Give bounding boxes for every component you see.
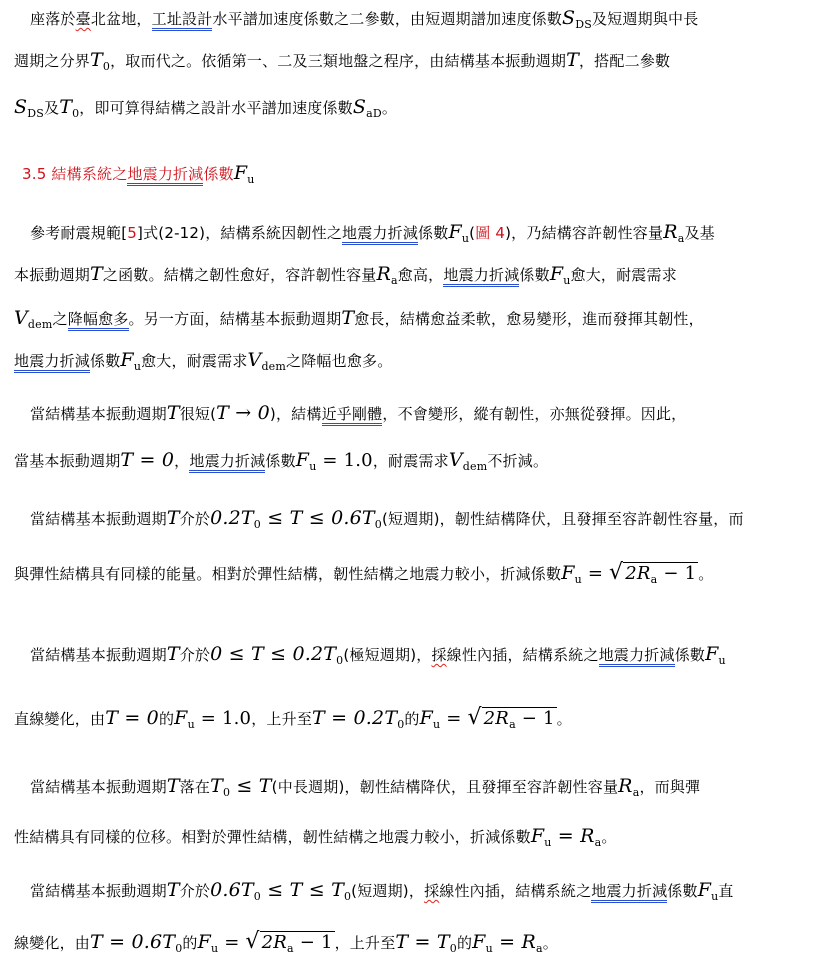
- paragraph-line: [0, 776, 838, 803]
- math-expression: = R: [492, 931, 536, 953]
- math-expression: T = T: [395, 931, 450, 953]
- text-span: (短週期)，: [351, 882, 425, 900]
- spellcheck-word: 臺: [75, 10, 91, 28]
- text-span: 係數: [674, 646, 706, 664]
- text-span: 的: [158, 710, 175, 728]
- math-subscript: a: [650, 573, 658, 586]
- text-span: ，上升至: [251, 710, 313, 728]
- text-span: 及: [43, 99, 60, 117]
- math-subscript: 0: [253, 518, 261, 531]
- math-symbol: T: [166, 507, 180, 529]
- math-symbol: T: [166, 775, 180, 797]
- text-span: 線性內插，結構系統之: [446, 646, 599, 664]
- text-span: 係數: [418, 224, 449, 242]
- citation-link[interactable]: 5: [127, 224, 138, 242]
- sqrt-expression: [245, 929, 334, 959]
- math-expression: T = 0: [120, 449, 175, 471]
- text-span: ]式(2-12)，結構系統因韌性之: [137, 224, 343, 242]
- math-expression: 0 ≤ T ≤ 0.2T: [210, 643, 337, 665]
- radical-sign: √: [467, 705, 482, 730]
- grammar-underline: 近乎剛體: [322, 405, 383, 426]
- radical-sign: √: [245, 929, 260, 954]
- text-span: ，而與彈: [639, 778, 701, 796]
- math-expression: T = 0.6T: [90, 931, 176, 953]
- math-subscript: a: [594, 836, 602, 849]
- radicand: [260, 931, 335, 953]
- math-subscript: 0: [102, 60, 111, 73]
- text-span: 係數: [519, 266, 550, 284]
- math-subscript: 0: [72, 107, 80, 120]
- text-span: ，: [174, 452, 190, 470]
- text-span: 北盆地，: [90, 10, 152, 28]
- text-span: 參考耐震規範[: [30, 224, 128, 242]
- paragraph-line: [0, 350, 838, 377]
- sqrt-expression: [609, 560, 698, 590]
- math-subscript: u: [133, 360, 142, 373]
- grammar-underline: 地震力折減: [599, 646, 675, 667]
- text-span: ，取而代之。依循第一、二及三類地盤之程序，由結構基本振動週期: [110, 52, 567, 70]
- math-symbol: F: [448, 221, 462, 243]
- text-span: (極短週期)，: [343, 646, 432, 664]
- math-subscript: u: [187, 718, 195, 731]
- text-span: ，耐震需求: [372, 452, 449, 470]
- sqrt-expression: [467, 705, 556, 735]
- math-expression: = 1.0: [316, 450, 373, 471]
- math-subscript: DS: [27, 107, 44, 120]
- math-symbol: T: [166, 402, 180, 424]
- grammar-underline: 工址設計: [152, 10, 213, 31]
- math-subscript: u: [485, 942, 493, 955]
- math-symbol: T: [59, 96, 73, 118]
- text-span: 愈高，: [397, 266, 444, 284]
- math-symbol: R: [376, 263, 392, 285]
- text-span: 及短週期與中長: [592, 10, 699, 28]
- text-span: 當結構基本振動週期: [30, 646, 167, 664]
- math-subscript: a: [391, 274, 398, 287]
- text-span: 愈大，耐震需求: [570, 266, 677, 284]
- math-subscript: a: [677, 232, 685, 245]
- text-span: 愈長，結構愈益柔軟，愈易變形，進而發揮其韌性，: [354, 310, 704, 328]
- math-symbol: V: [14, 307, 28, 329]
- math-subscript: u: [247, 173, 255, 186]
- math-symbol: F: [530, 825, 545, 847]
- text-span: 很短(: [179, 405, 217, 423]
- math-symbol: F: [174, 707, 188, 729]
- paragraph-line: [0, 560, 838, 590]
- paragraph-line: [0, 450, 838, 477]
- math-symbol: F: [472, 931, 486, 953]
- math-subscript: u: [563, 274, 571, 287]
- text-span: 的: [182, 934, 198, 952]
- math-subscript: u: [210, 942, 219, 955]
- math-subscript: dem: [261, 360, 287, 373]
- math-subscript: 0: [343, 890, 352, 903]
- text-span: 之函數。結構之韌性愈好，容許韌性容量: [102, 266, 377, 284]
- text-span: 之降幅也愈多。: [286, 352, 393, 370]
- text-span: 當結構基本振動週期: [30, 882, 167, 900]
- text-span: 及基: [684, 224, 715, 242]
- text-span: 的: [404, 710, 420, 728]
- paragraph-line: [0, 880, 838, 907]
- math-subscript: a: [287, 942, 294, 955]
- math-symbol: F: [295, 449, 310, 471]
- math-symbol: 2R: [483, 708, 510, 729]
- math-expression: T = 0.2T: [312, 707, 398, 729]
- text-span: 與彈性結構具有同樣的能量。相對於彈性結構，韌性結構之地震力較小，折減係數: [14, 565, 562, 583]
- text-span: 性結構具有同樣的位移。相對於彈性結構，韌性結構之地震力較小，折減係數: [14, 828, 531, 846]
- math-symbol: T: [210, 775, 223, 797]
- text-span: 。: [381, 99, 398, 117]
- math-symbol: F: [419, 707, 433, 729]
- math-subscript: 0: [175, 942, 183, 955]
- text-span: 座落於: [30, 10, 76, 28]
- math-subscript: u: [718, 654, 726, 667]
- math-symbol: T: [566, 49, 579, 71]
- text-span: 介於: [179, 646, 211, 664]
- paragraph-line: [0, 8, 838, 35]
- text-span: 當結構基本振動週期: [30, 510, 167, 528]
- heading-text: 係數: [203, 165, 234, 183]
- paragraph-line: [0, 929, 838, 959]
- math-expression: 0.2T: [210, 507, 254, 529]
- math-operator: =: [581, 563, 610, 584]
- math-symbol: V: [247, 349, 262, 371]
- text-span: 直線變化，由: [14, 710, 106, 728]
- text-span: 當基本振動週期: [14, 452, 121, 470]
- math-expression: T → 0: [216, 402, 270, 424]
- grammar-underline: 地震力折減: [443, 266, 519, 287]
- math-subscript: u: [461, 232, 470, 245]
- paragraph-line: [0, 644, 838, 671]
- math-subscript: a: [535, 942, 543, 955]
- text-span: 。: [698, 565, 714, 583]
- math-operator: =: [218, 932, 246, 953]
- math-symbol: 2R: [625, 563, 651, 584]
- math-subscript: u: [544, 836, 552, 849]
- text-span: 線性內插，結構系統之: [439, 882, 592, 900]
- text-span: 介於: [179, 882, 211, 900]
- math-symbol: T: [90, 49, 103, 71]
- grammar-underline: 地震力折減: [189, 452, 265, 473]
- grammar-underline: 地震力折減: [591, 882, 667, 903]
- math-subscript: 0: [449, 942, 457, 955]
- section-heading: [0, 163, 838, 190]
- grammar-underline: 地震力折減: [14, 352, 90, 373]
- text-span: 。: [542, 934, 558, 952]
- text-span: 直: [718, 882, 734, 900]
- spellcheck-word: 採: [424, 882, 440, 900]
- text-span: (短週期)，韌性結構降伏，且發揮至容許韌性容量，而: [381, 510, 744, 528]
- radicand: [482, 707, 557, 729]
- text-span: ，搭配二參數: [578, 52, 671, 70]
- paragraph-line: [0, 50, 838, 77]
- paragraph-line: [0, 705, 838, 735]
- text-span: 週期之分界: [14, 52, 91, 70]
- text-span: 當結構基本振動週期: [30, 778, 167, 796]
- paragraph-line: [0, 826, 838, 853]
- math-symbol: T: [90, 263, 103, 285]
- math-symbol: R: [618, 775, 633, 797]
- text-span: 線變化，由: [14, 934, 91, 952]
- paragraph-line: [0, 97, 838, 124]
- spellcheck-word: 採: [431, 646, 447, 664]
- paragraph-line: [0, 264, 838, 291]
- math-symbol: F: [549, 263, 564, 285]
- math-subscript: dem: [27, 318, 53, 331]
- paragraph-line: [0, 222, 838, 249]
- text-span: 之: [52, 310, 68, 328]
- math-subscript: 0: [374, 518, 382, 531]
- paragraph-line: [0, 403, 838, 424]
- math-symbol: F: [697, 879, 712, 901]
- text-span: 水平譜加速度係數之二參數，由短週期譜加速度係數: [212, 10, 563, 28]
- radical-sign: √: [609, 560, 624, 585]
- text-span: 係數: [90, 352, 121, 370]
- math-subscript: 0: [336, 654, 344, 667]
- math-subscript: 0: [397, 718, 405, 731]
- text-span: 係數: [667, 882, 698, 900]
- math-expression: ≤ T ≤ T: [261, 879, 344, 901]
- math-expression: = 1.0: [194, 708, 252, 729]
- math-symbol: T: [166, 879, 180, 901]
- grammar-underline: 降幅愈多: [68, 310, 129, 331]
- text-span: ，不會變形，縱有韌性，亦無從發揮。因此，: [382, 405, 687, 423]
- figure-link[interactable]: 圖 4: [475, 224, 506, 242]
- text-span: 本振動週期: [14, 266, 91, 284]
- math-symbol: F: [197, 931, 211, 953]
- math-subscript: u: [309, 460, 317, 473]
- math-subscript: DS: [575, 18, 593, 31]
- text-span: 愈大，耐震需求: [141, 352, 248, 370]
- math-operator: =: [440, 708, 468, 729]
- math-expression: T = 0: [105, 707, 159, 729]
- math-symbol: T: [166, 643, 180, 665]
- math-symbol: F: [233, 162, 248, 184]
- math-symbol: F: [561, 562, 575, 584]
- math-symbol: F: [705, 643, 719, 665]
- math-subscript: 0: [253, 890, 261, 903]
- math-subscript: u: [433, 718, 441, 731]
- math-symbol: R: [663, 221, 678, 243]
- math-symbol: S: [352, 96, 367, 118]
- math-expression: = R: [551, 825, 595, 847]
- text-span: ，即可算得結構之設計水平譜加速度係數: [79, 99, 353, 117]
- text-span: 介於: [179, 510, 211, 528]
- math-subscript: dem: [462, 460, 488, 473]
- math-symbol: T: [341, 307, 355, 329]
- math-expression: − 1: [293, 932, 333, 953]
- text-span: ，上升至: [334, 934, 396, 952]
- radicand: [623, 562, 698, 584]
- text-span: (: [469, 224, 476, 242]
- text-span: 當結構基本振動週期: [30, 405, 167, 423]
- math-expression: − 1: [515, 708, 555, 729]
- math-expression: ≤ T ≤ 0.6T: [261, 507, 375, 529]
- grammar-underline: 地震力折減: [342, 224, 418, 245]
- math-symbol: V: [448, 449, 463, 471]
- math-symbol: 2R: [261, 932, 288, 953]
- text-span: 。: [601, 828, 617, 846]
- math-subscript: aD: [366, 107, 382, 120]
- text-span: 落在: [179, 778, 211, 796]
- paragraph-line: [0, 308, 838, 335]
- paragraph-line: [0, 508, 838, 535]
- text-span: 的: [456, 934, 473, 952]
- math-subscript: a: [632, 786, 640, 799]
- math-expression: ≤ T: [230, 775, 272, 797]
- math-symbol: S: [562, 7, 576, 29]
- text-span: 不折減。: [487, 452, 549, 470]
- math-expression: − 1: [657, 563, 697, 584]
- math-subscript: a: [509, 718, 516, 731]
- math-subscript: u: [711, 890, 719, 903]
- math-subscript: 0: [222, 786, 231, 799]
- text-span: (中長週期)，韌性結構降伏，且發揮至容許韌性容量: [271, 778, 619, 796]
- math-symbol: F: [120, 349, 134, 371]
- math-expression: 0.6T: [210, 879, 254, 901]
- text-span: 。: [556, 710, 572, 728]
- text-span: )，結構: [269, 405, 322, 423]
- math-symbol: S: [14, 96, 28, 118]
- text-span: 係數: [265, 452, 296, 470]
- heading-text: 3.5 結構系統之: [22, 165, 128, 183]
- grammar-underline: 地震力折減: [127, 165, 203, 186]
- math-subscript: u: [574, 573, 582, 586]
- text-span: )，乃結構容許韌性容量: [505, 224, 664, 242]
- text-span: 。另一方面，結構基本振動週期: [128, 310, 342, 328]
